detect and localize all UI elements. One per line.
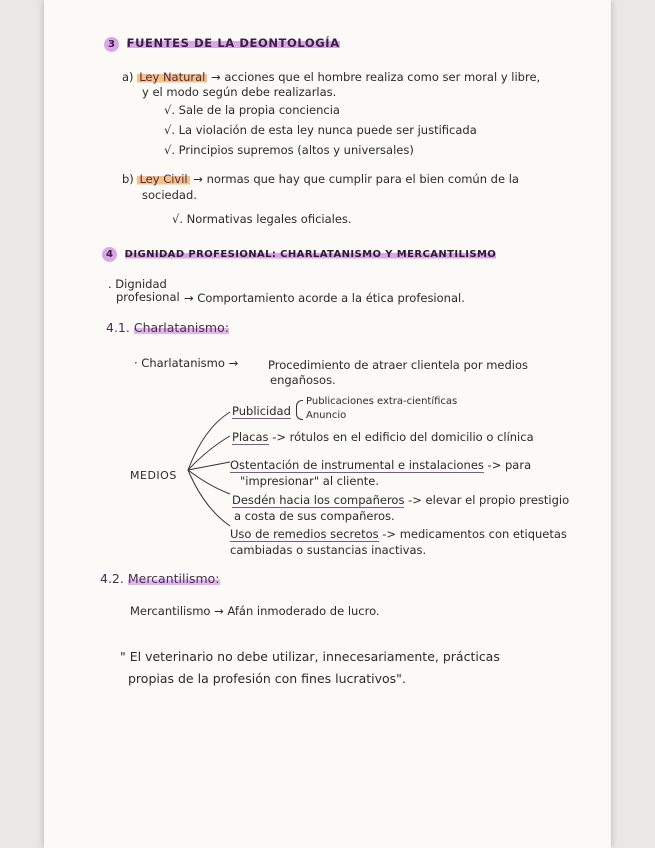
section3-title: FUENTES DE LA DEONTOLOGÍA — [126, 36, 340, 50]
desden-def-2: a costa de sus compañeros. — [234, 509, 395, 523]
mercantilismo-term: Mercantilismo — [130, 604, 211, 618]
section4-heading — [102, 246, 496, 262]
check-item: √. Principios supremos (altos y universales) — [164, 143, 414, 157]
subsection-41-number: 4.1. — [106, 320, 130, 335]
publicidad-bracket — [296, 400, 303, 420]
subsection-42-heading — [100, 572, 220, 586]
arrow-icon: → — [193, 172, 203, 186]
subsection-41-title: Charlatanismo: — [133, 320, 229, 335]
dignidad-term-2: profesional — [116, 290, 180, 304]
item-b-label: b) — [122, 172, 134, 186]
subsection-42-number: 4.2. — [100, 571, 124, 586]
dignidad-def: → Comportamiento acorde a la ética profesional. — [184, 291, 465, 305]
uso-def-1: -> medicamentos con etiquetas — [382, 527, 567, 541]
placas-def: -> rótulos en el edificio del domicilio o clínica — [272, 430, 534, 444]
placas-item — [232, 430, 534, 444]
ostentacion-label: Ostentación de instrumental e instalaciones — [230, 458, 484, 472]
arrow-icon: → — [211, 70, 221, 84]
medios-label: MEDIOS — [130, 469, 177, 482]
item-a-line1 — [122, 70, 540, 84]
item-a-label: a) — [122, 70, 134, 84]
section4-number-badge: 4 — [102, 247, 117, 262]
mercantilismo-def: Afán inmoderado de lucro. — [227, 604, 380, 618]
publicidad-sub-1: Publicaciones extra-científicas — [306, 396, 458, 407]
check-item: √. Sale de la propia conciencia — [164, 103, 340, 117]
charlatanismo-def-1: Procedimiento de atraer clientela por medios — [268, 358, 528, 372]
charlatanismo-term: · Charlatanismo — [134, 356, 225, 370]
notebook-page — [44, 0, 611, 848]
desden-item — [232, 493, 569, 507]
publicidad-label: Publicidad — [232, 404, 291, 418]
arrow-icon: → — [228, 356, 239, 370]
section4-title: DIGNIDAD PROFESIONAL: CHARLATANISMO Y MERCANTILISMO — [124, 249, 497, 260]
dignidad-term-1: . Dignidad — [108, 277, 167, 291]
uso-def-2: cambiadas o sustancias inactivas. — [230, 543, 427, 557]
uso-label: Uso de remedios secretos — [230, 527, 379, 541]
ostentacion-item — [230, 458, 531, 472]
item-b-line1 — [122, 172, 519, 186]
ley-natural-def-2: y el modo según debe realizarlas. — [142, 85, 337, 99]
uso-item — [230, 527, 567, 541]
check-item: √. La violación de esta ley nunca puede ser justificada — [164, 123, 477, 137]
subsection-41-heading — [106, 321, 229, 335]
arrow-icon: → — [214, 604, 224, 618]
quote-line-1: " El veterinario no debe utilizar, innecesariamente, prácticas — [120, 649, 500, 664]
ley-civil-term: Ley Civil — [139, 172, 188, 186]
desden-def-1: -> elevar el propio prestigio — [408, 493, 570, 507]
publicidad-item — [232, 404, 291, 418]
section3-number-badge: 3 — [104, 37, 119, 52]
mercantilismo-line — [130, 604, 380, 618]
placas-label: Placas — [232, 430, 269, 444]
ostentacion-def-2: "impresionar" al cliente. — [240, 474, 379, 488]
desden-label: Desdén hacia los compañeros — [232, 493, 405, 507]
ley-civil-def-1: normas que hay que cumplir para el bien común de la — [206, 172, 519, 186]
check-item: √. Normativas legales oficiales. — [172, 212, 352, 226]
publicidad-sub-2: Anuncio — [306, 410, 347, 421]
charlatanismo-term-line — [134, 356, 238, 370]
ley-natural-def-1: acciones que el hombre realiza como ser moral y libre, — [224, 70, 541, 84]
medios-branch-lines — [184, 398, 234, 548]
section3-heading — [104, 36, 340, 52]
quote-line-2: propias de la profesión con fines lucrativos". — [128, 671, 406, 686]
ley-natural-term: Ley Natural — [139, 70, 206, 84]
ley-civil-def-2: sociedad. — [142, 188, 197, 202]
charlatanismo-def-2: engañosos. — [270, 373, 336, 387]
ostentacion-def-1: -> para — [487, 458, 532, 472]
subsection-42-title: Mercantilismo: — [127, 571, 220, 586]
dignidad-term — [108, 278, 180, 304]
